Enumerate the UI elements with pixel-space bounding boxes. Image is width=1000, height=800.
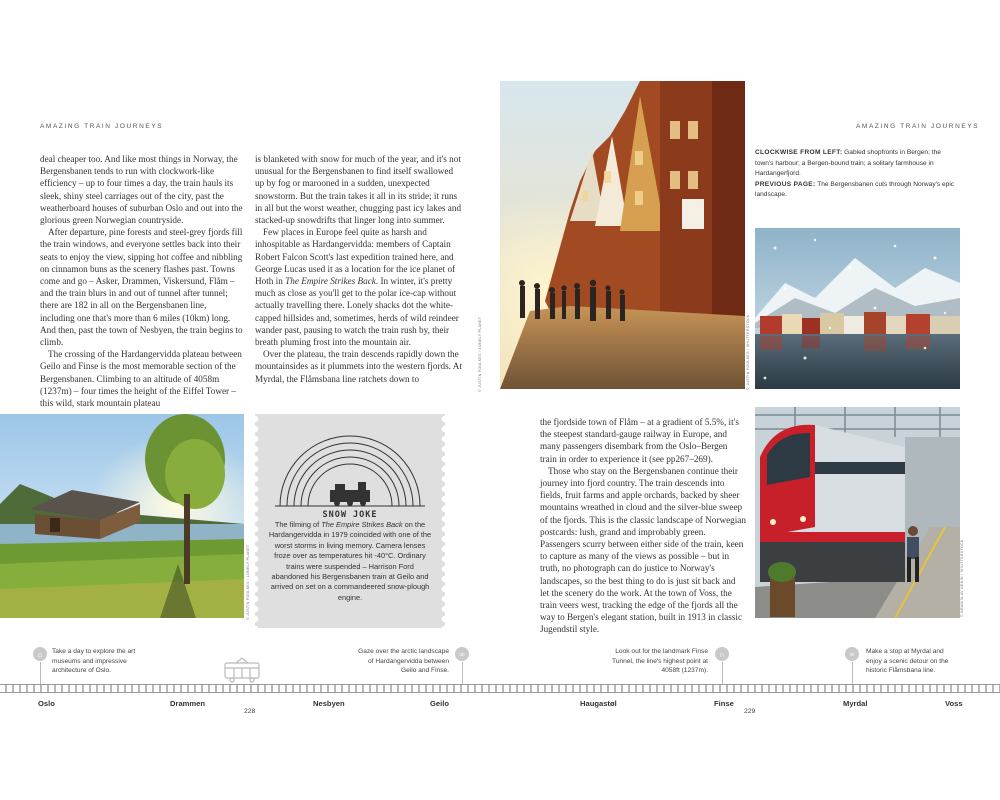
caption-lead: PREVIOUS PAGE:: [755, 180, 816, 188]
right-column: [540, 416, 746, 636]
photo-credit: © BRANISLAV NENIN / SHUTTERSTOCK: [960, 539, 964, 617]
photo-credit: © JUSTIN FOULKES / LONELY PLANET: [478, 316, 482, 392]
left-column-1: [40, 153, 243, 409]
timeline-connector: [722, 662, 723, 684]
station-label: Finse: [714, 699, 734, 708]
station-label: Nesbyen: [313, 699, 345, 708]
paragraph: The crossing of the Hardangervidda plateau between Geilo and Finse is the most memorable section of the Bergensbanen. Climbing to an altitude of 4058m (1237m) – four times the height of the Eiffel Tower – this wild, stark mountain plateau: [40, 349, 242, 409]
paragraph: deal cheaper too. And like most things in Norway, the Bergensbanen tends to run with clockwork-like efficiency – up to four times a day, the train hauls its sleek, shiny steel carriages out of the city, past the weatherboard houses of suburban Oslo and out into the glorious green Norwegian countryside.: [40, 154, 243, 226]
timeline-tip: Make a stop at Myrdal and enjoy a scenic detour on the historic Flåmsbana line.: [866, 648, 949, 674]
railway-icon: ≡: [845, 647, 859, 661]
station-label: Haugastøl: [580, 699, 617, 708]
caption-text: The Bergensbanen cuts through Norway's epic landscape.: [755, 180, 955, 198]
timeline-connector: [40, 662, 41, 684]
timeline-tip: Gaze over the arctic landscape of Hardangervidda between Geilo and Finse.: [358, 648, 449, 674]
paragraph: Those who stay on the Bergensbanen continue their journey into fjord country. The train descends into fields, fruit farms and apple orchards, backed by sheer mountains wreathed in cloud and the silver-blue sweep of the fjords. This is the classic landscape of Norwegian postcards: lush, grand and improbably green. Passengers scurry between either side of the train, keen to capture as many of the views as possible – but in truth, no photograph can do justice to Norway's landscapes, so the best thing to do is just sit back and let the scenery do the work. At the town of Voss, the train veers west, tracking the edge of the fjords all the way to Bergen's elegant station, built in 1913 in classic Jugendstil style.: [540, 465, 746, 635]
film-title: The Empire Strikes Back: [285, 276, 376, 287]
binoculars-icon: ∞: [455, 647, 469, 661]
caption-text: Gabled shopfronts in Bergen; the town's harbour; a Bergen-bound train; a solitary farmhouse in Hardangerfjord.: [755, 149, 941, 177]
tunnel-icon: ∩: [715, 647, 729, 661]
timeline-connector: [462, 662, 463, 684]
text-run: The filming of: [274, 520, 322, 529]
page-number-right: 229: [744, 708, 756, 715]
left-column-2: [255, 153, 463, 385]
farmhouse-photo: [0, 414, 244, 618]
snow-joke-box: [255, 414, 445, 628]
box-text: [267, 520, 433, 603]
station-label: Voss: [945, 699, 963, 708]
text-run: . In winter, it's pretty much as close as you'll get to the polar ice-cap without actually travelling there. Lonely shacks dot the white-capped hillsides and, sometimes, herds of wild reindeer wander past, pausing to watch the train rush by, their breath pluming frost into the mountain air.: [255, 276, 459, 348]
timeline-tip: Take a day to explore the art museums and impressive architecture of Oslo.: [52, 648, 136, 674]
station-label: Myrdal: [843, 699, 868, 708]
tram-icon: [222, 657, 262, 683]
station-label: Geilo: [430, 699, 449, 708]
timeline-connector: [852, 662, 853, 684]
timeline-tip: Look out for the landmark Finse Tunnel, the line's highest point at 4058ft (1237m).: [612, 648, 708, 674]
railway-track: [0, 684, 1000, 693]
tunnel-train-illustration: [275, 426, 425, 510]
film-title: The Empire Strikes Back: [321, 520, 403, 529]
station-label: Drammen: [170, 699, 206, 708]
photo-credit: © JUSTIN FOULKES / SHUTTERSTOCK: [746, 314, 750, 390]
running-head-right: AMAZING TRAIN JOURNEYS: [856, 123, 980, 130]
bergen-street-photo: [500, 81, 745, 389]
bergen-train-photo: [755, 407, 960, 618]
page-number-left: 228: [244, 708, 256, 715]
paragraph: Over the plateau, the train descends rapidly down the mountainsides as it plummets into the western fjords. At Myrdal, the Flåmsbana line ratchets down to: [255, 349, 462, 384]
text-run: on the Hardangervidda in 1979 coincided with one of the worst storms in living memory. Camera lenses froze over as temperatures hit -40°C. Ordinary trains were suspended – Harrison Ford abandoned his Bergensbanen train at Geilo and arrived on set on a commandeered snow-plough engine.: [268, 520, 432, 602]
photo-caption: [755, 148, 955, 201]
museum-icon: ⌂: [33, 647, 47, 661]
paragraph: the fjordside town of Flåm – at a gradient of 5.5%, it's the steepest standard-gauge railway in Europe, and many passengers disembark from the Oslo–Bergen train in order to experience it (see pp267–269).: [540, 417, 739, 464]
paragraph: is blanketed with snow for much of the year, and it's not unusual for the Bergensbanen to find itself swallowed up by fog or marooned in a sudden, unexpected snowstorm. But the train takes it all in its stride; it runs in all but the worst weather, chugging past icy lakes and stacked-up snowdrifts that linger long into summer.: [255, 154, 462, 226]
bergen-harbour-photo: [755, 228, 960, 389]
caption-lead: CLOCKWISE FROM LEFT:: [755, 149, 843, 156]
running-head-left: AMAZING TRAIN JOURNEYS: [40, 123, 164, 130]
text-run: Few places in Europe feel quite as harsh and inhospitable as Hardangervidda: members of Captain Robert Falcon Scott's last expedition trained here, and George Lucas used it as a location for the ice planet of Hoth in: [255, 227, 456, 287]
paragraph: After departure, pine forests and steel-grey fjords fill the train windows, and everyone settles back into their seats to enjoy the view, sipping hot coffee and nibbling on cinnamon buns as the scenery flashes past. Towns come and go – Asker, Drammen, Viskersund, Flåm – and the train blurs in and out of tunnel after tunnel; there are 182 in all on the Bergensbanen line, including one that's more than 6 miles (10km) long. And then, past the town of Nesbyen, the train begins to climb.: [40, 227, 243, 348]
box-title: SNOW JOKE: [322, 510, 378, 520]
station-label: Oslo: [38, 699, 55, 708]
photo-credit: © JUSTIN FOULKES / LONELY PLANET: [246, 544, 250, 620]
paragraph: [255, 226, 463, 348]
